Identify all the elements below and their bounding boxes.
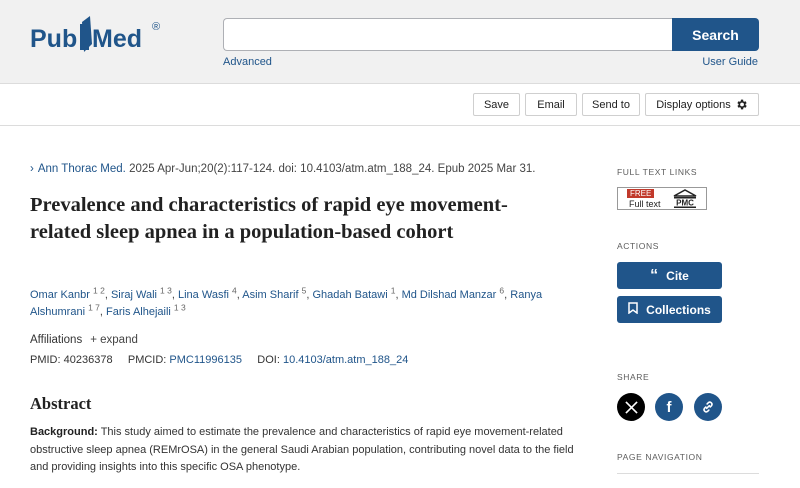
author-affiliation-ref[interactable]: 1 2: [92, 285, 105, 296]
author-affiliation-ref[interactable]: 1: [390, 285, 396, 296]
author-affiliation-ref[interactable]: 4: [232, 285, 237, 296]
pmid-value: 40236378: [63, 354, 113, 366]
save-label: Save: [483, 98, 510, 111]
abstract-heading: Abstract: [30, 394, 92, 413]
pmc-logo-icon: [668, 188, 706, 209]
author-link[interactable]: Faris Alhejaili: [106, 306, 171, 318]
copy-link-icon[interactable]: [694, 393, 722, 421]
save-button[interactable]: [473, 93, 520, 116]
share-heading: SHARE: [617, 372, 650, 382]
registered-mark: ®: [152, 21, 161, 33]
full-text-label: Full text: [629, 199, 661, 209]
affiliations-label: Affiliations: [30, 334, 83, 346]
author-affiliation-ref[interactable]: 6: [499, 285, 505, 296]
svg-text:PMC: PMC: [676, 198, 694, 208]
cite-label: Cite: [666, 268, 689, 283]
user-guide-link[interactable]: User Guide: [702, 56, 758, 68]
logo-text-pub: Pub: [30, 25, 78, 53]
cite-button[interactable]: [617, 262, 722, 289]
doi-link[interactable]: 10.4103/atm.atm_188_24: [282, 354, 409, 366]
citation-details: 2025 Apr-Jun;20(2):117-124. doi: 10.4103/atm.atm_188_24. Epub 2025 Mar 31.: [129, 163, 536, 175]
facebook-share-icon[interactable]: f: [655, 393, 683, 421]
bookmark-icon: [628, 302, 638, 317]
send-to-label: Send to: [592, 98, 630, 111]
author-link[interactable]: Ghadah Batawi: [312, 289, 388, 301]
author-affiliation-ref[interactable]: 1 3: [160, 285, 172, 296]
pmcid-label: PMCID:: [127, 354, 167, 366]
full-text-links-heading: FULL TEXT LINKS: [617, 167, 698, 177]
article-identifiers: [30, 354, 408, 366]
author-affiliation-ref[interactable]: 5: [301, 285, 307, 296]
chevron-right-icon: ›: [30, 163, 34, 175]
author-affiliation-ref[interactable]: 1 7: [88, 302, 100, 313]
affiliations-expand-button[interactable]: + expand: [90, 334, 138, 346]
email-button[interactable]: [525, 93, 577, 116]
page-navigation-divider: [617, 473, 759, 474]
article-title: Prevalence and characteristics of rapid eye movement-related sleep apnea in a population-based cohort: [30, 194, 508, 243]
search-input[interactable]: [223, 18, 673, 51]
author-link[interactable]: Asim Sharif: [242, 289, 299, 301]
x-share-icon[interactable]: [617, 393, 645, 421]
free-badge: FREE: [627, 189, 654, 198]
collections-label: Collections: [646, 302, 711, 317]
pmid-label: PMID:: [30, 354, 61, 366]
advanced-search-link[interactable]: Advanced: [223, 56, 272, 68]
display-options-label: Display options: [656, 98, 731, 111]
abstract-background-label: Background:: [30, 426, 98, 438]
affiliations-row: [30, 334, 138, 346]
pmc-full-text-link[interactable]: [617, 187, 707, 210]
svg-text:Med: Med: [92, 25, 142, 53]
search-button[interactable]: Search: [672, 18, 759, 51]
author-link[interactable]: Siraj Wali: [110, 289, 157, 301]
display-options-button[interactable]: [645, 93, 759, 116]
article-citation: [30, 163, 535, 175]
author-link[interactable]: Md Dilshad Manzar: [401, 289, 497, 301]
pmcid-link[interactable]: PMC11996135: [169, 354, 242, 366]
action-bar: [0, 84, 800, 126]
collections-button[interactable]: [617, 296, 722, 323]
author-list: Omar Kanbr $^{1 2}$, Siraj Wali $^{1 3}$, Lina Wasfi $^4$, Asim Sharif $^5$, Ghadah Batawi $^1$, Md Dilshad Manzar $^6$, Ranya Alshumrani $^{1 7}$, Faris Alhejaili $^{1 3}$: [30, 285, 543, 318]
author-link[interactable]: Ranya Alshumrani: [30, 289, 543, 318]
abstract-background-text: This study aimed to estimate the prevalence and characteristics of rapid eye movement-related obstructive sleep apnea (REMrOSA) in the general Saudi Arabian population, contributing novel data to the field and providing insights into this specific OSA phenotype.: [30, 426, 574, 473]
author-link[interactable]: Lina Wasfi: [178, 289, 229, 301]
gear-icon: [735, 98, 748, 111]
pmc-free-label: [618, 188, 668, 209]
author-affiliation-ref[interactable]: 1 3: [173, 302, 186, 313]
page-navigation-heading: PAGE NAVIGATION: [617, 452, 703, 462]
journal-link[interactable]: Ann Thorac Med.: [37, 163, 126, 175]
header-bar: [0, 0, 800, 84]
actions-heading: ACTIONS: [617, 241, 659, 251]
pubmed-logo[interactable]: [30, 14, 170, 60]
quote-icon: “: [650, 266, 659, 284]
abstract-background: [30, 424, 575, 477]
send-to-button[interactable]: [582, 93, 640, 116]
author-link[interactable]: Omar Kanbr: [30, 289, 90, 301]
email-label: Email: [537, 98, 565, 111]
doi-label: DOI:: [257, 354, 280, 366]
